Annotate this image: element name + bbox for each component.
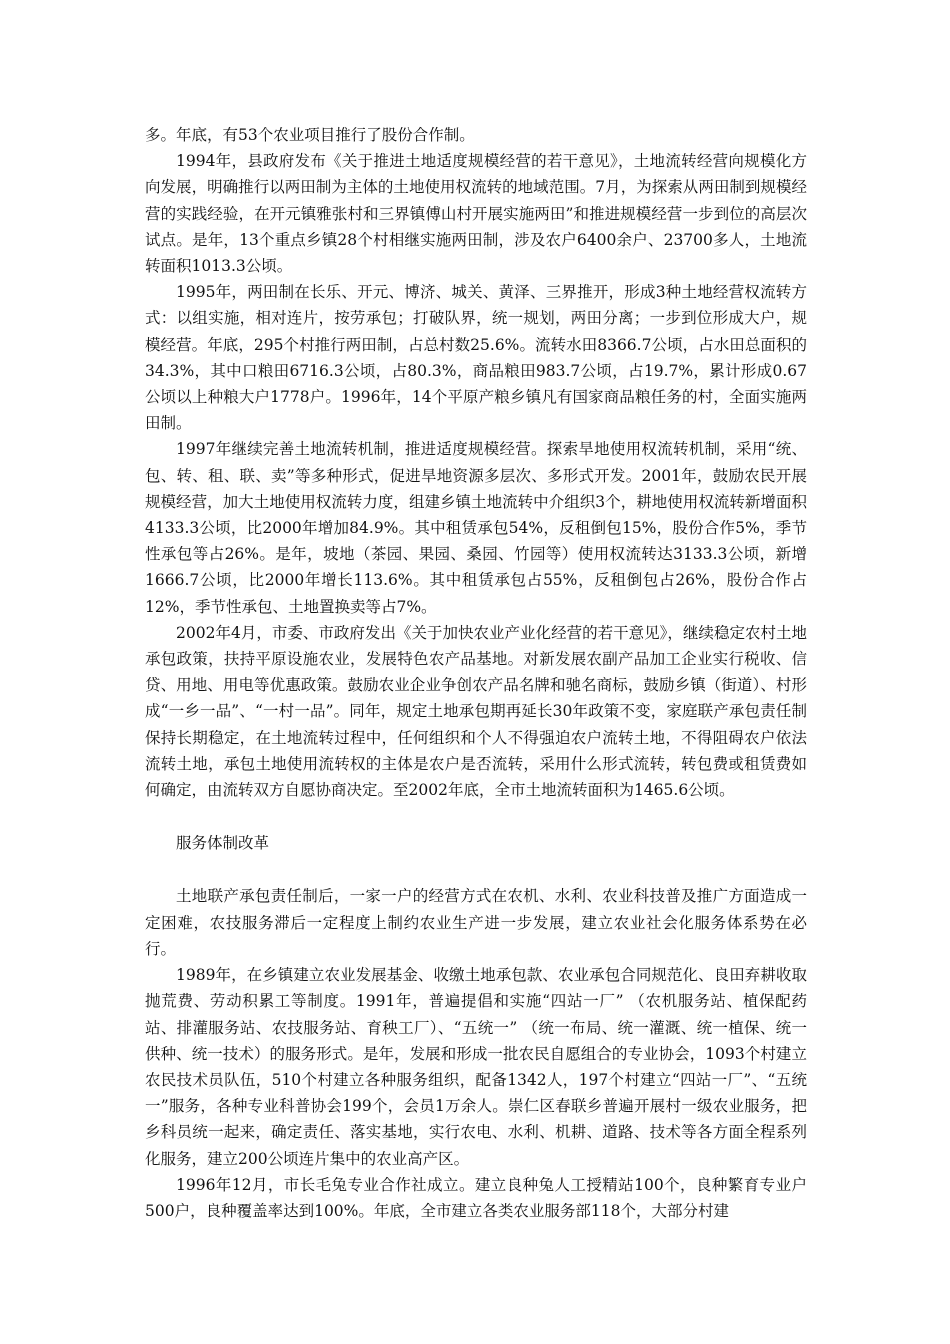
paragraph-1989: 1989年，在乡镇建立农业发展基金、收缴土地承包款、农业承包合同规范化、良田弃耕收取抛荒费、劳动积累工等制度。1991年，普遍提倡和实施“四站一厂” （农机服务站、植保配药站、排灌服务站、农技服务站、育秧工厂）、“五统一” （统一布局、统一灌溉、统一植保、统一供种、统一技术）的服务形式。是年，发展和形成一批农民自愿组合的专业协会，1093个村建立农民技术员队伍，510个村建立各种服务组织，配备1342人，197个村建立“四站一厂”、“五统一”服务，各种专业科普协会199个，会员1万余人。崇仁区春联乡普遍开展村一级农业服务，把乡科员统一起来，确定责任、落实基地，实行农电、水利、机耕、道路、技术等各方面全程系列化服务，建立200公顷连片集中的农业高产区。 — [145, 966, 807, 1168]
paragraph-1997: 1997年继续完善土地流转机制，推进适度规模经营。探索旱地使用权流转机制，采用“统、包、转、租、联、卖”等多种形式，促进旱地资源多层次、多形式开发。2001年，鼓励农民开展规模经营，加大土地使用权流转力度，组建乡镇土地流转中介组织3个，耕地使用权流转新增面积4133.3公顷，比2000年增加84.9%。其中租赁承包54%，反租倒包15%，股份合作5%，季节性承包等占26%。是年，坡地（茶园、果园、桑园、竹园等）使用权流转达3133.3公顷，新增1666.7公顷，比2000年增长113.6%。其中租赁承包占55%，反租倒包占26%，股份合作占12%，季节性承包、土地置换卖等占7%。 — [145, 440, 807, 616]
section-heading: 服务体制改革 — [176, 834, 270, 853]
paragraph-continuation: 多。年底，有53个农业项目推行了股份合作制。 — [145, 126, 475, 144]
paragraph-1996: 1996年12月，市长毛兔专业合作社成立。建立良种兔人工授精站100个，良种繁育专业户500户，良种覆盖率达到100%。年底，全市建立各类农业服务部118个，大部分村建 — [145, 1175, 807, 1220]
paragraph-intro: 土地联产承包责任制后，一家一户的经营方式在农机、水利、农业科技普及推广方面造成一定困难，农技服务滞后一定程度上制约农业生产进一步发展，建立农业社会化服务体系势在必行。 — [145, 887, 807, 958]
paragraph-1994: 1994年，县政府发布《关于推进土地适度规模经营的若干意见》，土地流转经营向规模化方向发展，明确推行以两田制为主体的土地使用权流转的地域范围。7月，为探索从两田制到规模经营的实践经验，在开元镇雅张村和三界镇傅山村开展实施两田”和推进规模经营一步到位的高层次试点。是年，13个重点乡镇28个村相继实施两田制，涉及农户6400余户、23700多人，土地流转面积1013.3公顷。 — [145, 152, 807, 276]
paragraph-2002: 2002年4月，市委、市政府发出《关于加快农业产业化经营的若干意见》，继续稳定农村土地承包政策，扶持平原设施农业，发展特色农产品基地。对新发展农副产品加工企业实行税收、信贷、用地、用电等优惠政策。鼓励农业企业争创农产品名牌和驰名商标，鼓励乡镇（街道）、村形成“一乡一品”、“一村一品”。同年，规定土地承包期再延长30年政策不变，家庭联产承包责任制保持长期稳定，在土地流转过程中，任何组织和个人不得强迫农户流转土地，不得阻碍农户依法流转土地，承包土地使用流转权的主体是农户是否流转，采用什么形式流转，转包费或租赁费如何确定，由流转双方自愿协商决定。至2002年底，全市土地流转面积为1465.6公顷。 — [145, 623, 807, 800]
paragraph-1995: 1995年，两田制在长乐、开元、博济、城关、黄泽、三界推开，形成3种土地经营权流转方式：以组实施，相对连片，按劳承包；打破队界，统一规划，两田分离；一步到位形成大户，规模经营。年底，295个村推行两田制，占总村数25.6%。流转水田8366.7公顷，占水田总面积的34.3%，其中口粮田6716.3公顷，占80.3%，商品粮田983.7公顷，占19.7%，累计形成0.67公顷以上种粮大户1778户。1996年，14个平原产粮乡镇凡有国家商品粮任务的村，全面实施两田制。 — [145, 283, 807, 433]
document-page — [145, 122, 807, 1224]
